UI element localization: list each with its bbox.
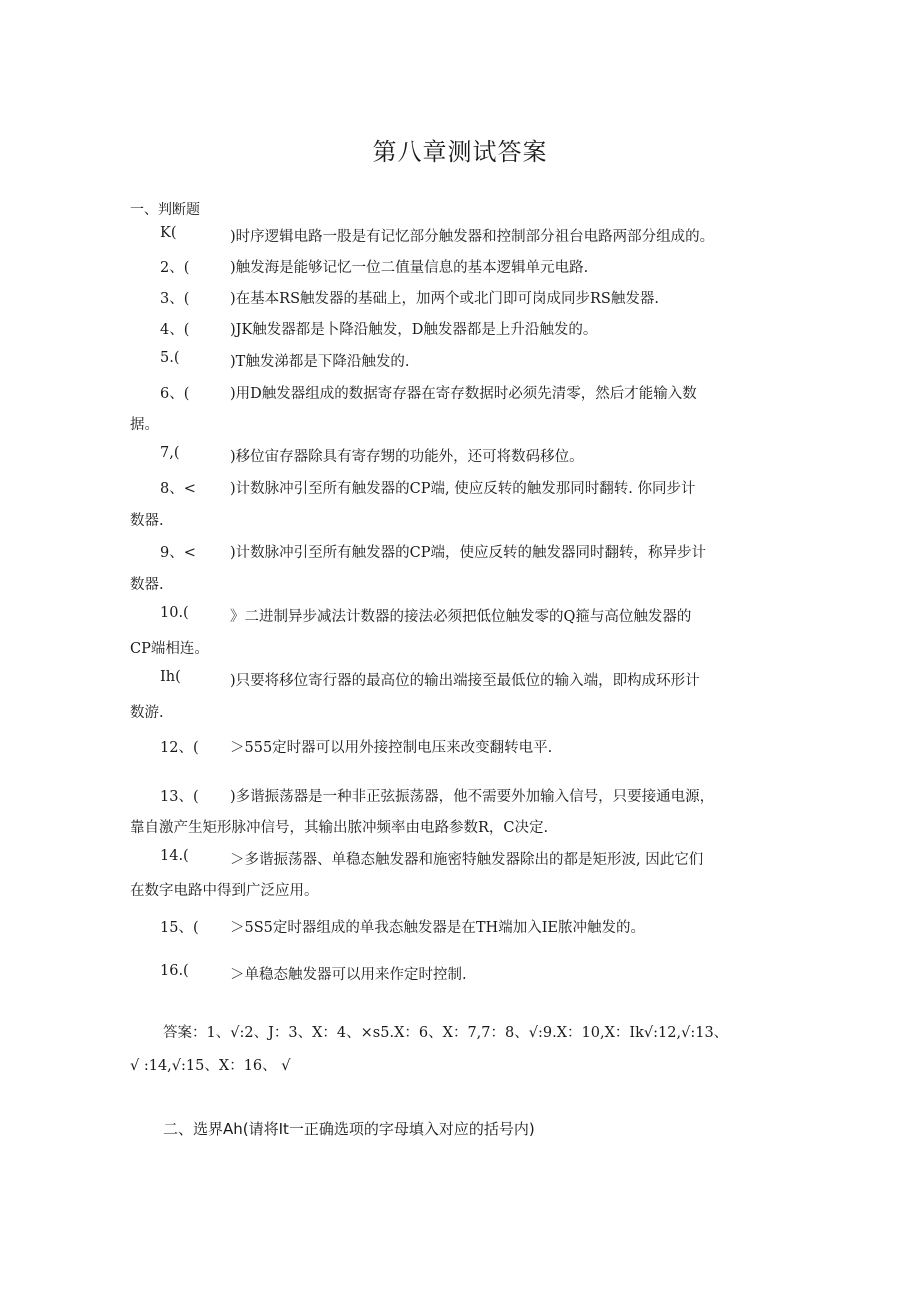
question-text: )只要将移位寄行器的最高位的输出端接至最低位的输入端，即构成环形计 — [230, 673, 700, 689]
question-number: 14.( — [160, 848, 189, 864]
question-text: )计数脉冲引至所有触发器的CP端, 使应反转的触发那同时翻转. 你同步计 — [230, 481, 696, 497]
question-10-continuation: CP端相连。 — [130, 641, 209, 657]
question-number: 10.( — [160, 605, 189, 621]
question-text: ＞多谐振荡器、单稳态触发器和施密特触发器除出的都是矩形波, 因此它们 — [230, 852, 704, 868]
question-number: 9、< — [160, 545, 196, 561]
question-text: ＞5S5定时器组成的单我态触发器是在TH端加入IE脓冲触发的。 — [230, 920, 646, 936]
question-number: 6、( — [160, 386, 190, 402]
question-number: 13、( — [160, 789, 199, 805]
question-number: 5.( — [160, 350, 180, 366]
question-number: Ih( — [160, 669, 181, 685]
question-number: 7,( — [160, 445, 180, 461]
question-text: 》二进制异步减法计数器的接法必须把低位触发零的Q箍与高位触发器的 — [230, 609, 692, 625]
answer-key-line-2: √ :14,√:15、X：16、 √ — [130, 1058, 291, 1074]
question-14-continuation: 在数字电路中得到广泛应用。 — [130, 883, 319, 899]
page-title: 第八章测试答案 — [372, 138, 548, 166]
question-number: 15、( — [160, 920, 199, 936]
question-text: )T触发涕都是下降沿触发的. — [230, 354, 410, 370]
question-text: )触发海是能够记忆一位二值量信息的基本逻辑单元电路. — [230, 260, 589, 276]
question-13-continuation: 靠自激产生矩形脉冲信号，其输出脓冲频率由电路参数R，C决定. — [130, 820, 549, 836]
question-number: 2、( — [160, 260, 190, 276]
question-text: )用D触发器组成的数据寄存器在寄存数据时必须先清零，然后才能输入数 — [230, 386, 697, 402]
question-number: 12、( — [160, 740, 199, 756]
question-text: )多谐振荡器是一种非正弦振荡器，他不需要外加输入信号，只要接通电源， — [230, 789, 715, 805]
question-number: 8、< — [160, 481, 196, 497]
question-number: 16.( — [160, 963, 189, 979]
question-text: )计数脉冲引至所有触发器的CP端，使应反转的触发器同时翻转，称异步计 — [230, 545, 707, 561]
question-text: )移位宙存器除具有寄存甥的功能外，还可将数码移位。 — [230, 449, 584, 465]
question-text: )时序逻辑电路一股是有记忆部分触发器和控制部分祖台电路两部分组成的。 — [230, 229, 715, 245]
section-heading-true-false: 一、判断题 — [130, 202, 200, 218]
question-text: ＞555定时器可以用外接控制电压来改变翻转电平. — [230, 740, 553, 756]
question-11-continuation: 数游. — [130, 705, 164, 721]
question-number: 3、( — [160, 291, 190, 307]
question-8-continuation: 数器. — [130, 513, 164, 529]
question-number: 4、( — [160, 322, 190, 338]
question-text: )在基本RS触发器的基础上，加两个或北门即可岗成同步RS触发器. — [230, 291, 659, 307]
question-6-continuation: 据。 — [130, 417, 159, 433]
question-number: K( — [160, 225, 177, 241]
section-heading-multiple-choice: 二、选界Ah(请将It一正确选项的字母填入对应的括号内) — [163, 1120, 535, 1138]
question-text: )JK触发器都是卜降沿触发，D触发器都是上升沿触发的。 — [230, 322, 598, 338]
question-text: ＞单稳态触发器可以用来作定时控制. — [230, 967, 467, 983]
answer-key-line-1: 答案：1、√:2、J：3、X：4、×s5.X：6、X：7,7：8、√:9.X：10,X：Ik√:12,√:13、 — [163, 1025, 729, 1041]
question-9-continuation: 数器. — [130, 577, 164, 593]
